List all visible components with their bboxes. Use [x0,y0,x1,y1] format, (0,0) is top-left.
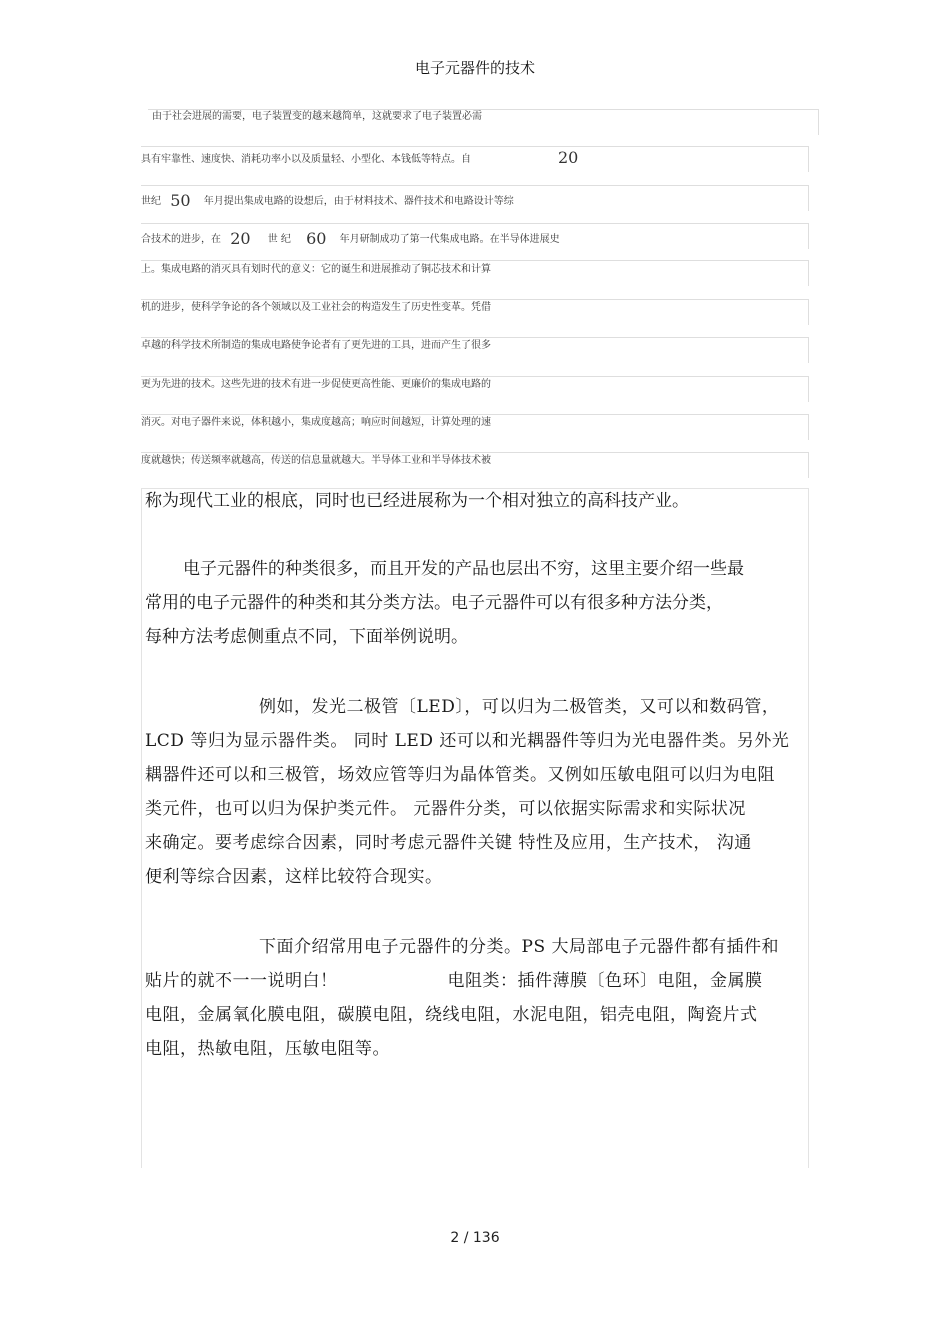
intro-line-9: 消灭。对电子器件来说，体积越小，集成度越高；响应时间越短，计算处理的速 [141,417,491,428]
intro-line-5: 上。集成电路的消灭具有划时代的意义：它的诞生和进展推动了铜芯技术和计算 [141,264,491,275]
paragraph-4-line-4: 电阻，热敏电阻，压敏电阻等。 [145,1039,390,1059]
paragraph-4 [145,930,815,1066]
intro-line-4-text-b: 年月研制成功了第一代集成电路。在半导体进展史 [339,234,560,245]
intro-shiji-2: 世 纪 [267,234,291,245]
intro-number-60: 60 [306,229,327,248]
intro-number-20b: 20 [230,229,251,248]
intro-line-10: 度就越快；传送频率就越高，传送的信息量就越大。半导体工业和半导体技术被 [141,455,491,466]
intro-number-50: 50 [170,191,191,210]
intro-line-4-text-a: 合技术的进步，在 [141,234,221,245]
intro-line-1: 由于社会进展的需要，电子装置变的越来越简单，这就要求了电子装置必需 [152,111,482,122]
paragraph-4-line-2 [145,964,815,998]
intro-line-7: 卓越的科学技术所制造的集成电路使争论者有了更先进的工具，进而产生了很多 [141,340,491,351]
paragraph-4-line-3: 电阻，金属氧化膜电阻，碳膜电阻，绕线电阻，水泥电阻，铝壳电阻，陶瓷片式 [145,1005,758,1025]
paragraph-1 [145,484,815,518]
paragraph-3 [145,690,815,894]
intro-shiji-1: 世纪 [141,196,161,207]
paragraph-4-line-1: 下面介绍常用电子元器件的分类。PS 大局部电子元器件都有插件和 [259,937,779,957]
paragraph-2-line-2: 常用的电子元器件的种类和其分类方法。电子元器件可以有很多种方法分类， [145,593,723,613]
intro-line-2 [141,153,471,167]
paragraph-3-line-1: 例如，发光二极管〔LED〕，可以归为二极管类，又可以和数码管， [259,697,780,717]
paragraph-4-line-2-a: 贴片的就不一一说明白！ [145,971,338,991]
intro-line-8: 更为先进的技术。这些先进的技术有进一步促使更高性能、更廉价的集成电路的 [141,379,491,390]
paragraph-1-line-1: 称为现代工业的根底，同时也已经进展称为一个相对独立的高科技产业。 [145,491,689,511]
paragraph-3-line-3: 耦器件还可以和三极管，场效应管等归为晶体管类。又例如压敏电阻可以归为电阻 [145,765,775,785]
paragraph-4-line-2-b: 电阻类：插件薄膜〔色环〕电阻，金属膜 [447,971,763,991]
intro-line-4 [141,230,560,247]
paragraph-2 [145,552,815,654]
intro-line-3-text: 年月提出集成电路的设想后，由于材料技术、器件技术和电路设计等综 [203,196,514,207]
paragraph-3-line-6: 便利等综合因素，这样比较符合现实。 [145,867,443,887]
intro-number-20a: 20 [558,148,579,167]
paragraph-2-line-1: 电子元器件的种类很多，而且开发的产品也层出不穷，这里主要介绍一些最 [183,559,744,579]
paragraph-3-line-4: 类元件，也可以归为保护类元件。 元器件分类，可以依据实际需求和实际状况 [145,799,746,819]
paragraph-2-line-3: 每种方法考虑侧重点不同，下面举例说明。 [145,627,468,647]
intro-line-2-text: 具有牢靠性、速度快、消耗功率小以及质量轻、小型化、本钱低等特点。自 [141,154,471,165]
intro-line-2-number [558,149,578,166]
intro-line-6: 机的进步，使科学争论的各个领域以及工业社会的构造发生了历史性变革。凭借 [141,302,491,313]
paragraph-3-line-2: LCD 等归为显示器件类。 同时 LED 还可以和光耦器件等归为光电器件类。另外光 [145,731,790,751]
page-title: 电子元器件的技术 [414,59,535,77]
page-number: 2 / 136 [450,1230,500,1246]
paragraph-3-line-5: 来确定。要考虑综合因素，同时考虑元器件关键 特性及应用，生产技术， 沟通 [145,833,752,853]
intro-line-3 [141,192,514,209]
